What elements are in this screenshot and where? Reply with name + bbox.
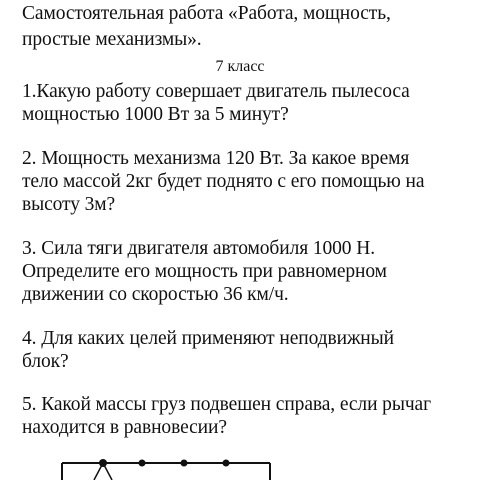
task-5-line-1: 5. Какой массы груз подвешен справа, если рычаг [22, 394, 431, 415]
task-1-line-2: мощностью 1000 Вт за 5 минут? [22, 104, 289, 125]
task-5-line-2: находится в равновесии? [22, 417, 227, 438]
worksheet-title-line-2: простые механизмы». [22, 29, 202, 50]
task-4-line-2: блок? [22, 351, 69, 372]
lever-mark-3 [223, 460, 230, 467]
lever-mark-1 [139, 460, 146, 467]
grade-label: 7 класс [215, 58, 265, 75]
task-4-line-1: 4. Для каких целей применяют неподвижный [22, 328, 394, 349]
task-3-line-1: 3. Сила тяги двигателя автомобиля 1000 Н. [22, 238, 375, 259]
fulcrum-left-leg [94, 463, 103, 480]
task-3-line-2: Определите его мощность при равномерном [22, 261, 387, 282]
task-2-line-2: тело массой 2кг будет поднято с его помощью на [22, 171, 425, 192]
lever-mark-2 [181, 460, 188, 467]
fulcrum-pivot [99, 459, 107, 467]
task-1-line-1: 1.Какую работу совершает двигатель пылесоса [22, 81, 410, 102]
task-3-line-3: движении со скоростью 36 км/ч. [22, 284, 289, 305]
worksheet-title-line-1: Самостоятельная работа «Работа, мощность, [22, 3, 391, 24]
fulcrum-right-leg [103, 463, 112, 480]
task-2-line-3: высоту 3м? [22, 194, 116, 215]
task-2-line-1: 2. Мощность механизма 120 Вт. За какое время [22, 148, 410, 169]
